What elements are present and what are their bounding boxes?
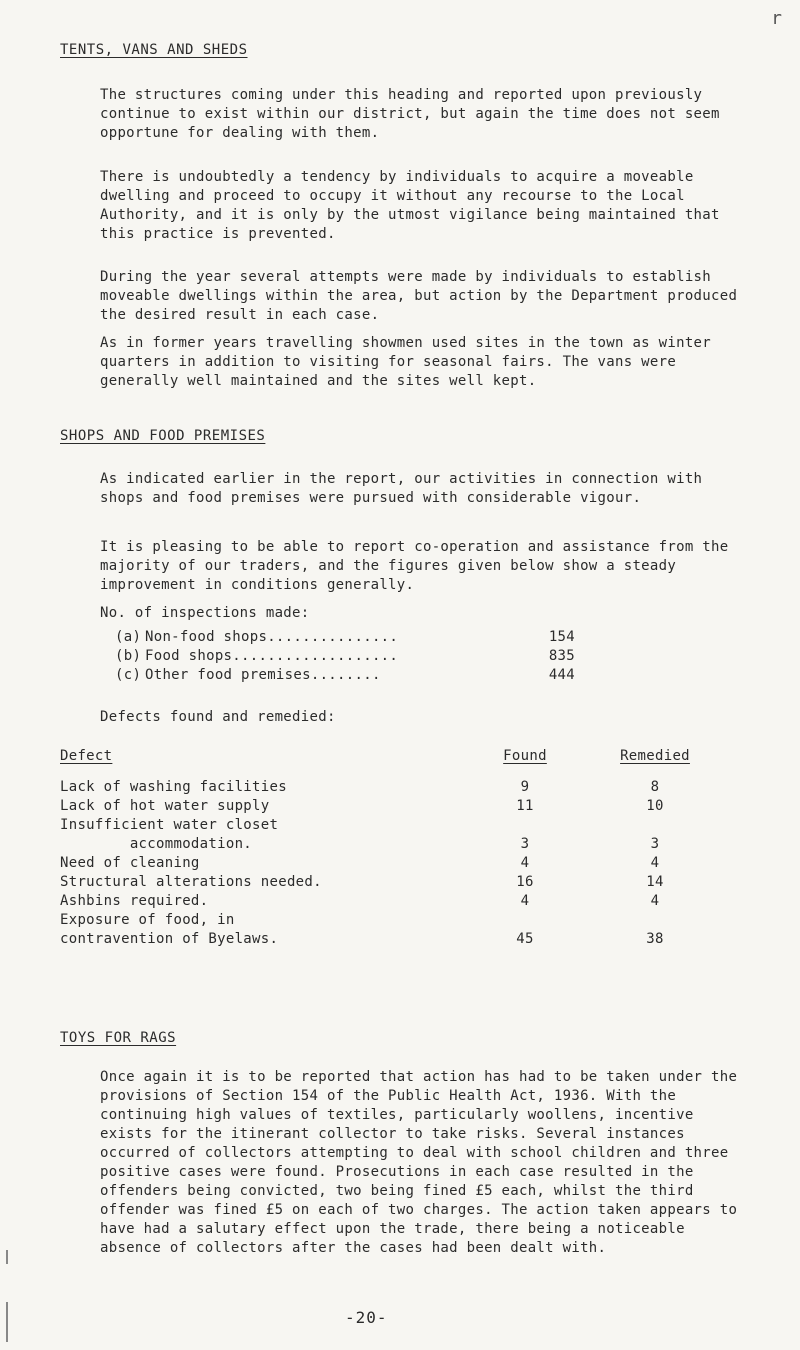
defect-cell: Insufficient water closet accommodation. (60, 817, 279, 852)
section-heading-shops: SHOPS AND FOOD PREMISES (60, 428, 266, 444)
defect-cell: Lack of washing facilities (60, 779, 287, 795)
inspection-value: 835 (548, 648, 575, 664)
paragraph: During the year several attempts were made by individuals to establish moveable dwellings within the area, but action by the Department produced the desired result in each case. (100, 269, 746, 323)
inspection-label: Non-food shops............... (145, 629, 399, 645)
defect-cell: Structural alterations needed. (60, 874, 322, 890)
defect-cell: Ashbins required. (60, 893, 209, 909)
inspection-key: (b) (115, 648, 142, 664)
paragraph: As indicated earlier in the report, our activities in connection with shops and food premises were pursued with considerable vigour. (100, 471, 712, 506)
remedied-cell: 3 (650, 836, 660, 852)
table-row (60, 892, 730, 911)
column-header-defect: Defect (60, 748, 113, 764)
inspection-key: (a) (115, 629, 142, 645)
found-cell: 4 (520, 893, 530, 909)
scan-mark (6, 1302, 8, 1342)
column-header-found: Found (503, 748, 547, 764)
inspection-label: Food shops................... (145, 648, 399, 664)
defect-cell: Lack of hot water supply (60, 798, 270, 814)
inspection-row (115, 628, 575, 647)
table-row (60, 854, 730, 873)
table-header-row (60, 748, 730, 778)
paragraph: It is pleasing to be able to report co-operation and assistance from the majority of our traders, and the figures given below show a steady improvement in conditions generally. (100, 539, 738, 593)
defects-table (60, 748, 730, 949)
found-cell: 4 (520, 855, 530, 871)
paragraph: As in former years travelling showmen used sites in the town as winter quarters in addition to visiting for seasonal fairs. The vans were generally well maintained and the sites well kept. (100, 335, 720, 389)
defect-cell: Exposure of food, in contravention of Byelaws. (60, 912, 279, 947)
remedied-cell: 10 (646, 798, 664, 814)
table-row (60, 873, 730, 892)
table-row (60, 816, 730, 854)
scan-mark (6, 1250, 8, 1264)
remedied-cell: 4 (650, 893, 660, 909)
corner-mark: r (771, 8, 782, 29)
remedied-cell: 14 (646, 874, 664, 890)
page-number: -20- (345, 1308, 388, 1327)
found-cell: 45 (516, 931, 534, 947)
section-heading-tents: TENTS, VANS AND SHEDS (60, 42, 248, 58)
paragraph: Once again it is to be reported that action has had to be taken under the provisions of Section 154 of the Public Health Act, 1936. With the continuing high values of textiles, particularly woollens, incentive exists for the itinerant collector to take risks. Several instances occurred of collectors attempting to deal with school children and three positive cases were found. Prosecutions in each case resulted in the offenders being convicted, two being fined £5 each, whilst the third offender was fined £5 on each of two charges. The action taken appears to have had a salutary effect upon the trade, there being a noticeable absence of collectors after the cases had been dealt with. (100, 1069, 746, 1256)
found-cell: 11 (516, 798, 534, 814)
inspections-list (115, 628, 575, 685)
inspection-value: 154 (548, 629, 575, 645)
inspection-key: (c) (115, 667, 142, 683)
found-cell: 3 (520, 836, 530, 852)
inspection-row (115, 647, 575, 666)
found-cell: 16 (516, 874, 534, 890)
inspection-value: 444 (548, 667, 575, 683)
found-cell: 9 (520, 779, 530, 795)
inspection-row (115, 666, 575, 685)
defect-cell: Need of cleaning (60, 855, 200, 871)
inspections-title: No. of inspections made: (100, 605, 310, 621)
table-row (60, 778, 730, 797)
defects-title: Defects found and remedied: (100, 709, 336, 725)
paragraph: The structures coming under this heading and reported upon previously continue to exist within our district, but again the time does not seem opportune for dealing with them. (100, 87, 729, 141)
table-row (60, 911, 730, 949)
paragraph: There is undoubtedly a tendency by individuals to acquire a moveable dwelling and proceed to occupy it without any recourse to the Local Authority, and it is only by the utmost vigilance being maintained that this practice is prevented. (100, 169, 729, 242)
table-row (60, 797, 730, 816)
column-header-remedied: Remedied (620, 748, 690, 764)
inspection-label: Other food premises........ (145, 667, 381, 683)
section-heading-toys: TOYS FOR RAGS (60, 1030, 177, 1046)
remedied-cell: 38 (646, 931, 664, 947)
remedied-cell: 8 (650, 779, 660, 795)
remedied-cell: 4 (650, 855, 660, 871)
